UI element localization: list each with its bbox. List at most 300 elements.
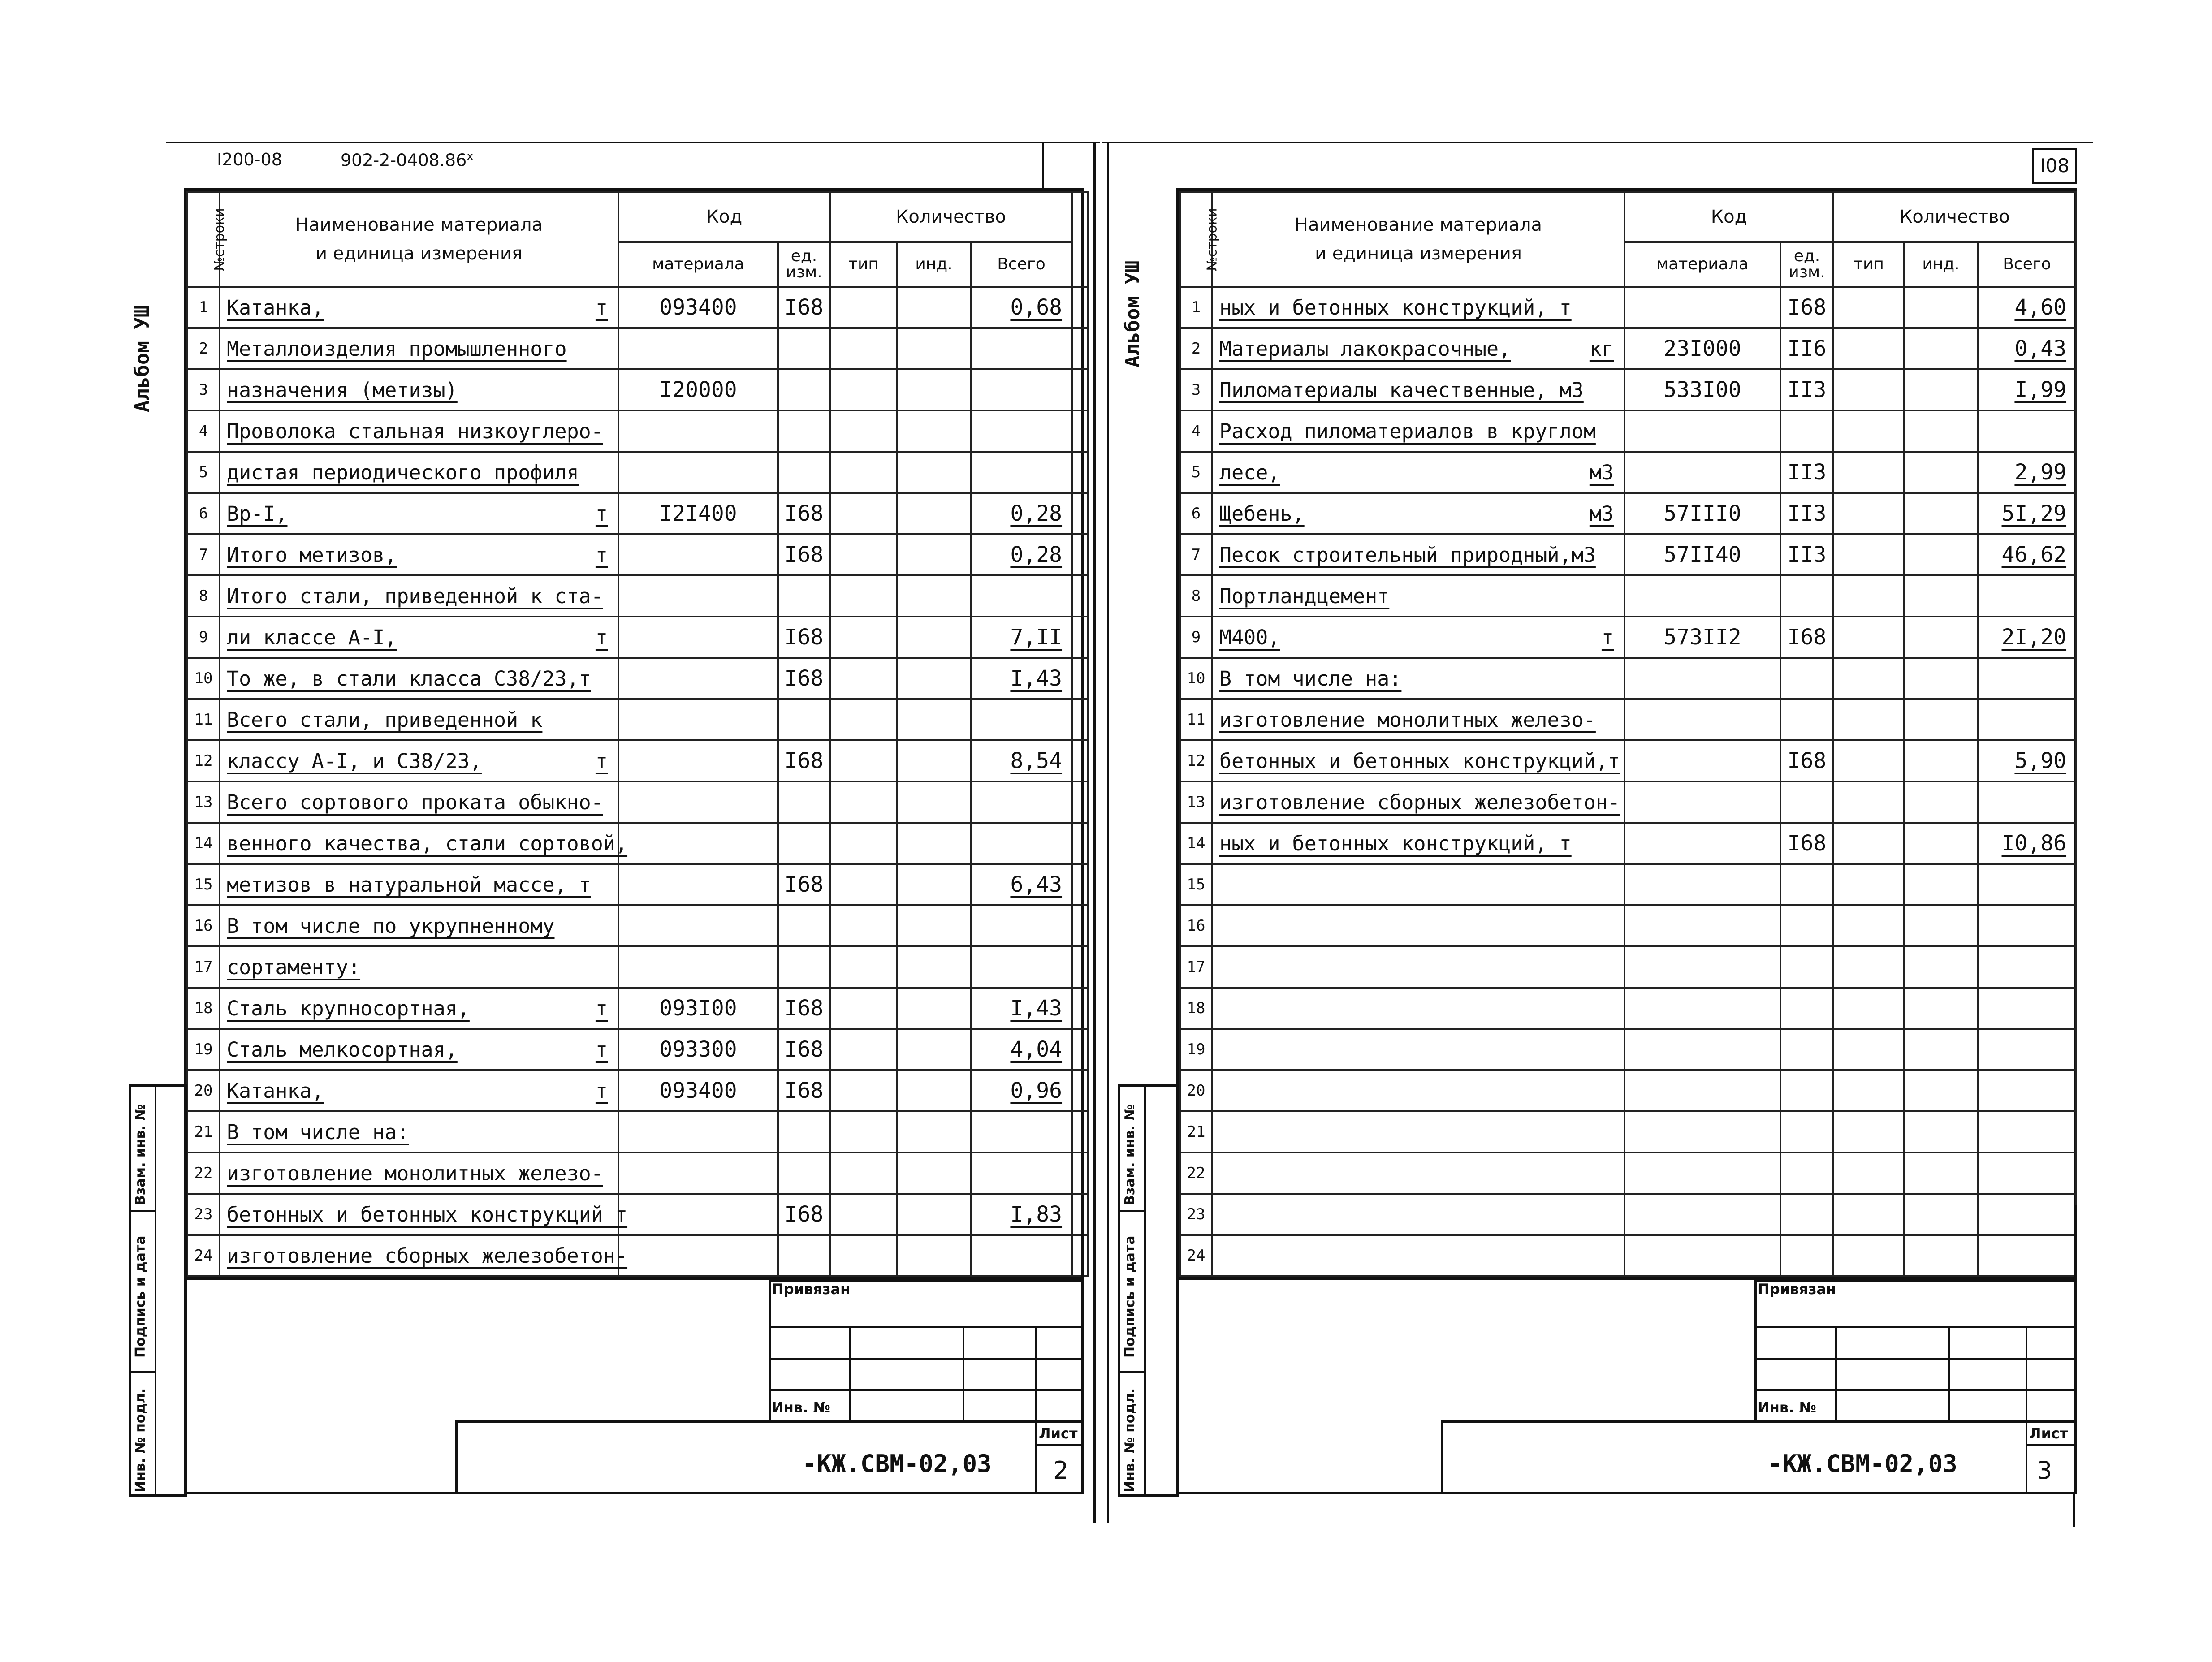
material-name-text: Материалы лакокрасочные,: [1219, 337, 1511, 361]
header-name-line1: Наименование материала: [295, 215, 543, 235]
material-code: [1624, 1029, 1780, 1070]
table-row: [187, 823, 1088, 864]
album-label-right: Альбом УШ: [1121, 260, 1144, 367]
right-spec-table: [1179, 191, 2076, 1277]
material-code: [1624, 905, 1780, 946]
qty-total: I,99: [1978, 369, 2076, 410]
material-name-text: Всего сортового проката обыкно-: [227, 790, 603, 814]
table-row: [187, 493, 1088, 534]
qty-type: [830, 699, 897, 740]
material-name-text: Портландцемент: [1219, 584, 1390, 608]
qty-ind: [1904, 617, 1978, 658]
qty-type: [830, 864, 897, 905]
row-number: 9: [187, 617, 220, 658]
material-name-text: Итого стали, приведенной к ста-: [227, 584, 603, 608]
table-row: [1180, 781, 2076, 823]
qty-ind: [1904, 988, 1978, 1029]
row-blank: [1072, 946, 1088, 988]
material-code: [618, 699, 778, 740]
right-side-v: [1144, 1084, 1146, 1497]
unit-code: II6: [1780, 328, 1833, 369]
table-row: [187, 658, 1088, 699]
material-name-text: Катанка,: [227, 1079, 324, 1103]
qty-total: [971, 328, 1072, 369]
row-blank: [1072, 905, 1088, 946]
row-blank: [1072, 1153, 1088, 1194]
material-code: [1624, 452, 1780, 493]
row-number: 13: [187, 781, 220, 823]
row-blank: [1072, 493, 1088, 534]
material-name: [1212, 699, 1624, 740]
material-name: [1212, 988, 1624, 1029]
qty-total: I0,86: [1978, 823, 2076, 864]
material-code: [1624, 287, 1780, 328]
material-code: [618, 864, 778, 905]
table-row: [1180, 452, 2076, 493]
header-code-unit-1: ед.: [791, 247, 817, 265]
right-privyazan-label: Привязан: [1758, 1281, 1836, 1298]
row-number: 7: [1180, 534, 1212, 575]
left-side-v: [155, 1084, 156, 1497]
material-name: [1212, 1153, 1624, 1194]
qty-type: [1833, 1111, 1904, 1153]
qty-total: [1978, 1111, 2076, 1153]
qty-type: [1833, 988, 1904, 1029]
material-name: [220, 287, 618, 328]
unit-code: [778, 823, 830, 864]
left-privyazan-label: Привязан: [772, 1281, 851, 1298]
unit-code: I68: [778, 1029, 830, 1070]
qty-total: [1978, 658, 2076, 699]
header-qty-ind: инд.: [1904, 242, 1978, 287]
row-blank: [1072, 287, 1088, 328]
right-tb-h1: [1754, 1326, 2077, 1328]
unit-code: [778, 328, 830, 369]
header-name-line2: и единица измерения: [1315, 243, 1522, 264]
qty-ind: [1904, 1070, 1978, 1111]
table-row: [187, 1153, 1088, 1194]
row-blank: [1072, 534, 1088, 575]
row-number: 5: [1180, 452, 1212, 493]
table-row: [1180, 493, 2076, 534]
left-label-sign-date: Подпись и дата: [133, 1235, 148, 1358]
material-name-text: метизов в натуральной массе, т: [227, 872, 591, 897]
qty-type: [830, 617, 897, 658]
unit-code: I68: [778, 493, 830, 534]
right-side-h2: [1118, 1371, 1145, 1373]
qty-total: [1978, 781, 2076, 823]
material-unit-text: т: [595, 749, 608, 773]
material-code: [1624, 1111, 1780, 1153]
material-code: [1624, 1153, 1780, 1194]
material-code: [1624, 781, 1780, 823]
material-code: 57III0: [1624, 493, 1780, 534]
qty-total: [1978, 864, 2076, 905]
qty-ind: [897, 905, 971, 946]
material-name: [1212, 287, 1624, 328]
qty-ind: [897, 1153, 971, 1194]
material-unit-text: т: [595, 1037, 608, 1062]
qty-ind: [897, 493, 971, 534]
right-title-block: [1441, 1420, 2077, 1494]
material-name-text: М400,: [1219, 625, 1280, 649]
qty-type: [1833, 658, 1904, 699]
material-name-text: Расход пиломатериалов в круглом: [1219, 419, 1596, 443]
qty-type: [830, 369, 897, 410]
row-number: 13: [1180, 781, 1212, 823]
qty-ind: [1904, 410, 1978, 452]
row-number: 20: [187, 1070, 220, 1111]
row-number: 3: [1180, 369, 1212, 410]
unit-code: [778, 781, 830, 823]
qty-ind: [1904, 781, 1978, 823]
material-name-text: лесе,: [1219, 460, 1280, 484]
table-row: [1180, 658, 2076, 699]
row-number: 14: [1180, 823, 1212, 864]
row-number: 21: [1180, 1111, 1212, 1153]
qty-ind: [897, 781, 971, 823]
qty-total: [1978, 905, 2076, 946]
qty-ind: [897, 823, 971, 864]
qty-type: [1833, 864, 1904, 905]
material-code: [618, 658, 778, 699]
material-code: [1624, 699, 1780, 740]
row-number: 19: [1180, 1029, 1212, 1070]
qty-total: [971, 1111, 1072, 1153]
unit-code: I68: [778, 617, 830, 658]
qty-total: 46,62: [1978, 534, 2076, 575]
header-name-line1: Наименование материала: [1294, 215, 1542, 235]
qty-total: [971, 946, 1072, 988]
material-name: [220, 534, 618, 575]
material-name-text: В том числе на:: [1219, 666, 1402, 691]
left-header-code: I200-08: [217, 150, 282, 169]
qty-ind: [1904, 534, 1978, 575]
qty-ind: [1904, 1111, 1978, 1153]
table-row: [187, 946, 1088, 988]
right-label-instead-inv: Взам. инв. №: [1122, 1104, 1138, 1205]
right-tb-v1: [1835, 1326, 1837, 1420]
table-row: [1180, 1029, 2076, 1070]
table-row: [1180, 740, 2076, 781]
material-name: [220, 1070, 618, 1111]
material-unit-text: т: [595, 625, 608, 649]
table-row: [1180, 369, 2076, 410]
qty-total: 2,99: [1978, 452, 2076, 493]
unit-code: [778, 575, 830, 617]
qty-type: [830, 328, 897, 369]
material-name: [1212, 369, 1624, 410]
table-row: [1180, 946, 2076, 988]
material-name-text: Сталь крупносортная,: [227, 996, 470, 1020]
qty-ind: [1904, 905, 1978, 946]
material-code: [1624, 864, 1780, 905]
material-name: [1212, 905, 1624, 946]
material-name: [220, 988, 618, 1029]
material-code: [1624, 946, 1780, 988]
material-unit-text: т: [595, 501, 608, 526]
table-row: [1180, 287, 2076, 328]
header-code-unit: [778, 242, 830, 287]
material-name: [1212, 658, 1624, 699]
material-code: [618, 452, 778, 493]
right-label-sign-date: Подпись и дата: [1122, 1235, 1138, 1358]
left-sheet-number: 2: [1053, 1456, 1069, 1485]
project-code: [341, 150, 474, 170]
row-number: 7: [187, 534, 220, 575]
qty-type: [830, 287, 897, 328]
left-side-h1: [129, 1210, 156, 1212]
material-code: [618, 905, 778, 946]
table-row: [187, 988, 1088, 1029]
fold-line-left: [1093, 142, 1096, 1523]
table-row: [187, 534, 1088, 575]
table-row: [1180, 328, 2076, 369]
header-code-unit-2: изм.: [1789, 263, 1825, 281]
header-code-unit-2: изм.: [786, 263, 822, 281]
row-blank: [1072, 452, 1088, 493]
qty-ind: [1904, 1029, 1978, 1070]
qty-type: [830, 1111, 897, 1153]
qty-ind: [897, 534, 971, 575]
unit-code: [1780, 781, 1833, 823]
qty-total: [1978, 410, 2076, 452]
material-name: [220, 1153, 618, 1194]
material-name: [220, 328, 618, 369]
row-number: 9: [1180, 617, 1212, 658]
material-name: [220, 575, 618, 617]
row-number: 11: [187, 699, 220, 740]
material-code: 093400: [618, 1070, 778, 1111]
row-blank: [1072, 575, 1088, 617]
material-code: 573II2: [1624, 617, 1780, 658]
unit-code: I68: [778, 534, 830, 575]
row-number: 22: [187, 1153, 220, 1194]
material-code: [618, 740, 778, 781]
material-code: 533I00: [1624, 369, 1780, 410]
material-name: [220, 823, 628, 864]
qty-ind: [1904, 658, 1978, 699]
material-name-text: Проволока стальная низкоуглеро-: [227, 419, 603, 443]
material-name-text: Итого метизов,: [227, 543, 397, 567]
qty-type: [1833, 575, 1904, 617]
left-spec-sheet: [184, 188, 1084, 1280]
row-number: 10: [187, 658, 220, 699]
header-row-no: [187, 192, 228, 287]
table-row: [187, 617, 1088, 658]
material-name-text: бетонных и бетонных конструкций,т: [1219, 749, 1620, 773]
material-name-text: Песок строительный природный,м3: [1219, 543, 1596, 567]
row-blank: [1072, 1029, 1088, 1070]
material-unit-text: м3: [1589, 460, 1614, 484]
row-number: 18: [187, 988, 220, 1029]
qty-total: [971, 699, 1072, 740]
left-tb-v1: [849, 1326, 851, 1420]
material-name-text: В том числе на:: [227, 1120, 409, 1144]
material-name-text: ных и бетонных конструкций, т: [1219, 295, 1572, 319]
material-name: [1212, 575, 1624, 617]
unit-code: II3: [1780, 534, 1833, 575]
qty-total: [971, 905, 1072, 946]
material-name-text: назначения (метизы): [227, 378, 458, 402]
row-blank: [1072, 369, 1088, 410]
row-number: 17: [187, 946, 220, 988]
unit-code: [778, 1111, 830, 1153]
material-code: [618, 823, 778, 864]
table-row: [187, 287, 1088, 328]
unit-code: [1780, 410, 1833, 452]
unit-code: I68: [778, 988, 830, 1029]
material-code: [1624, 658, 1780, 699]
unit-code: I68: [1780, 617, 1833, 658]
material-code: [618, 1153, 778, 1194]
right-edge-extension: [2073, 1494, 2075, 1527]
row-number: 17: [1180, 946, 1212, 988]
material-code: [618, 328, 778, 369]
row-number: 15: [1180, 864, 1212, 905]
qty-total: [971, 781, 1072, 823]
row-number: 10: [1180, 658, 1212, 699]
table-row: [1180, 864, 2076, 905]
qty-total: [1978, 1029, 2076, 1070]
material-name: [1212, 452, 1624, 493]
material-name: [220, 493, 618, 534]
material-code: 093300: [618, 1029, 778, 1070]
material-name-text: Вр-I,: [227, 501, 288, 526]
unit-code: II3: [1780, 452, 1833, 493]
material-name-text: Сталь мелкосортная,: [227, 1037, 458, 1062]
header-name-line2: и единица измерения: [315, 243, 523, 264]
qty-total: [1978, 575, 2076, 617]
unit-code: I68: [778, 658, 830, 699]
unit-code: [778, 452, 830, 493]
row-number: 2: [187, 328, 220, 369]
header-row-no-text: №строки: [1204, 207, 1220, 271]
material-unit-text: т: [595, 1079, 608, 1103]
qty-type: [830, 781, 897, 823]
material-name: [1212, 946, 1624, 988]
qty-ind: [1904, 369, 1978, 410]
header-code-material: материала: [618, 242, 778, 287]
right-page-number: I08: [2040, 155, 2069, 177]
qty-type: [830, 1070, 897, 1111]
material-name-text: изготовление сборных железобетон-: [1219, 790, 1620, 814]
qty-ind: [897, 740, 971, 781]
header-qty: Количество: [830, 192, 1072, 242]
header-qty-total: Всего: [1978, 242, 2076, 287]
material-name: [220, 905, 618, 946]
row-number: 24: [1180, 1235, 1212, 1276]
right-tb-h3: [1754, 1389, 2077, 1391]
unit-code: [1780, 864, 1833, 905]
qty-type: [1833, 905, 1904, 946]
left-table-body: [187, 287, 1088, 1276]
material-code: [618, 575, 778, 617]
unit-code: [1780, 575, 1833, 617]
qty-total: 6,43: [971, 864, 1072, 905]
material-name: [1212, 864, 1624, 905]
qty-type: [830, 410, 897, 452]
qty-total: [1978, 699, 2076, 740]
right-tb-h2: [1754, 1358, 2077, 1360]
qty-ind: [897, 575, 971, 617]
unit-code: II3: [1780, 369, 1833, 410]
header-name: [1212, 192, 1624, 287]
material-code: [618, 1111, 778, 1153]
qty-type: [1833, 823, 1904, 864]
unit-code: [778, 905, 830, 946]
qty-type: [1833, 410, 1904, 452]
qty-type: [830, 946, 897, 988]
row-number: 23: [1180, 1194, 1212, 1235]
qty-type: [830, 905, 897, 946]
material-code: [618, 781, 778, 823]
qty-ind: [897, 988, 971, 1029]
unit-code: I68: [778, 740, 830, 781]
qty-ind: [1904, 740, 1978, 781]
right-list-label: Лист: [2029, 1425, 2068, 1442]
material-name: [1212, 493, 1624, 534]
qty-ind: [1904, 946, 1978, 988]
material-name: [220, 410, 618, 452]
table-row: [1180, 823, 2076, 864]
row-number: 12: [187, 740, 220, 781]
material-code: 57II40: [1624, 534, 1780, 575]
material-name: [1212, 1070, 1624, 1111]
qty-ind: [1904, 328, 1978, 369]
row-number: 24: [187, 1235, 220, 1276]
row-blank: [1072, 988, 1088, 1029]
qty-total: [971, 452, 1072, 493]
material-name-text: Катанка,: [227, 295, 324, 319]
qty-total: 4,60: [1978, 287, 2076, 328]
material-name: [220, 452, 618, 493]
qty-total: [971, 575, 1072, 617]
material-name: [220, 369, 618, 410]
row-blank: [1072, 740, 1088, 781]
qty-ind: [897, 452, 971, 493]
qty-type: [1833, 287, 1904, 328]
material-unit-text: м3: [1589, 501, 1614, 526]
left-list-label: Лист: [1039, 1425, 1078, 1442]
material-name-text: ных и бетонных конструкций, т: [1219, 831, 1572, 855]
right-doc-code: -КЖ.СВМ-02,03: [1768, 1450, 1957, 1478]
left-list-divider: [1035, 1444, 1084, 1446]
qty-total: [1978, 1153, 2076, 1194]
row-blank: [1072, 699, 1088, 740]
table-row: [187, 1029, 1088, 1070]
qty-total: 5I,29: [1978, 493, 2076, 534]
table-row: [187, 328, 1088, 369]
row-number: 1: [1180, 287, 1212, 328]
material-name: [1212, 740, 1624, 781]
material-name: [220, 740, 618, 781]
material-name: [1212, 823, 1624, 864]
unit-code: [1780, 946, 1833, 988]
row-number: 15: [187, 864, 220, 905]
material-name: [220, 1111, 618, 1153]
table-row: [187, 1111, 1088, 1153]
qty-type: [1833, 328, 1904, 369]
qty-type: [830, 658, 897, 699]
qty-total: 0,68: [971, 287, 1072, 328]
header-code: Код: [618, 192, 830, 242]
qty-total: [971, 369, 1072, 410]
right-spec-sheet: [1176, 188, 2077, 1280]
table-row: [187, 452, 1088, 493]
row-number: 6: [1180, 493, 1212, 534]
material-code: [1624, 740, 1780, 781]
